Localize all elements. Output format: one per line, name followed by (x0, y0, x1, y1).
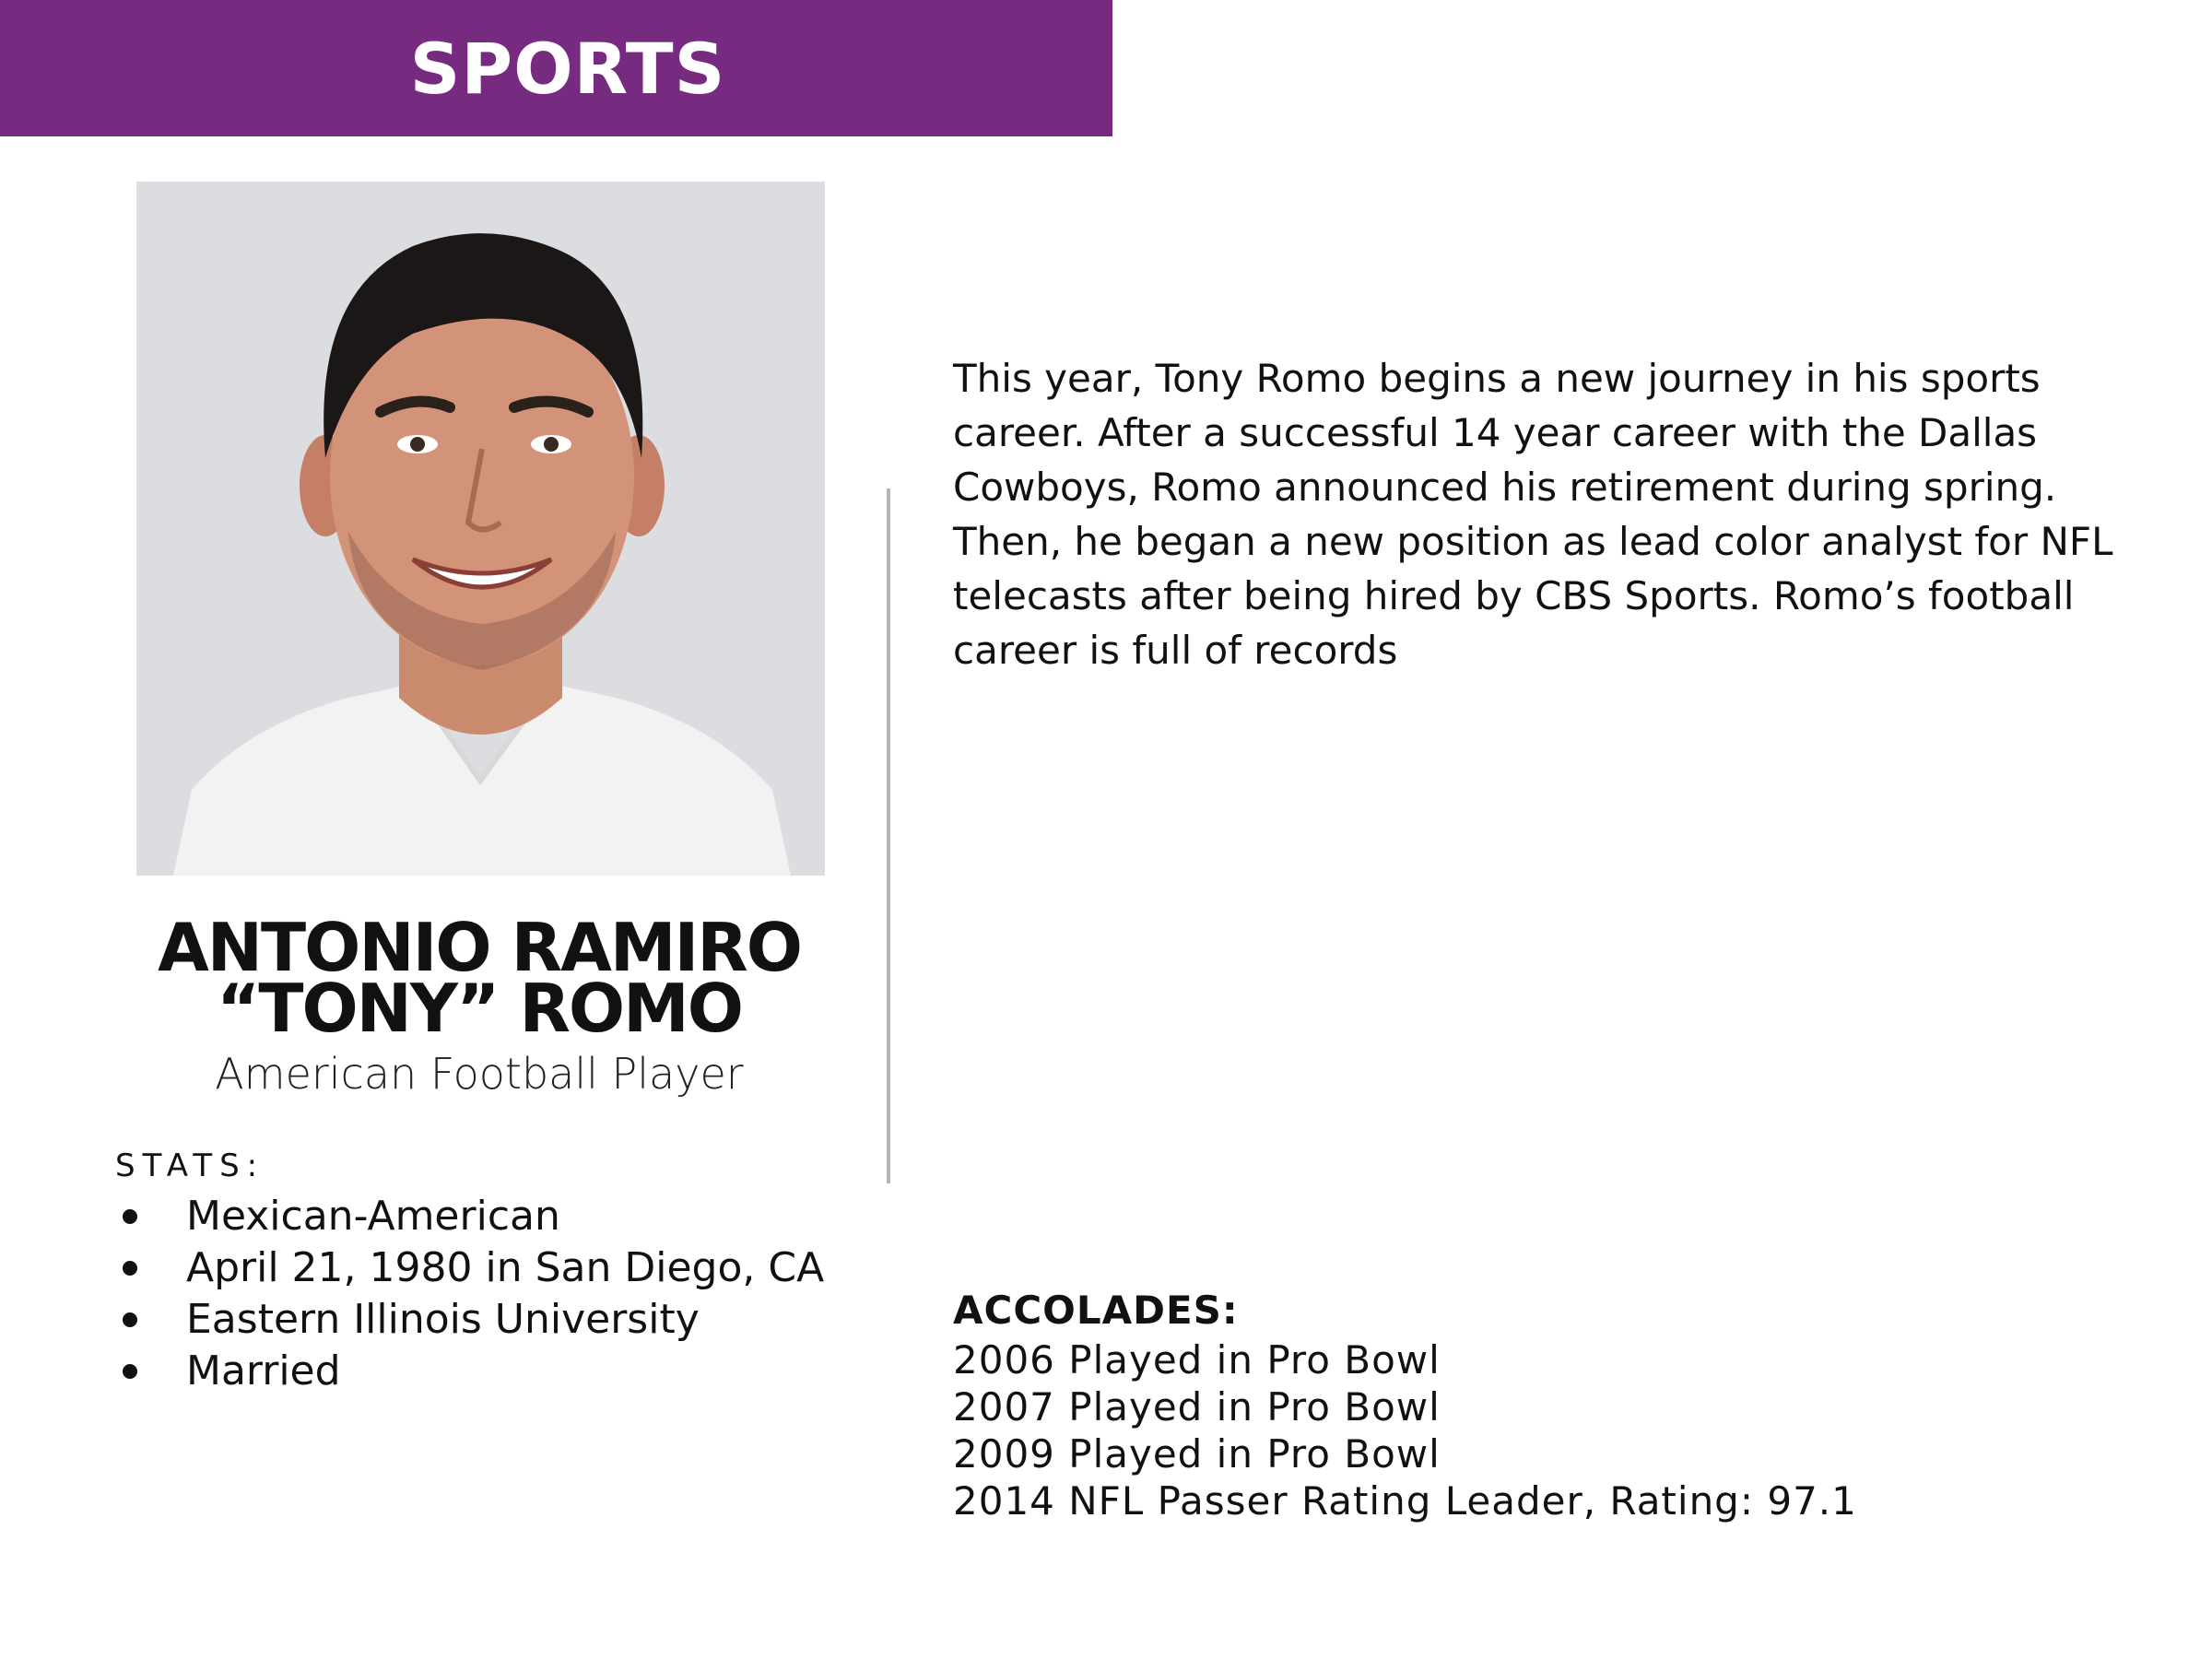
accolade-item: 2009 Played in Pro Bowl (953, 1431, 1441, 1477)
name-block (92, 909, 866, 1100)
accolade-item: 2007 Played in Pro Bowl (953, 1384, 1441, 1430)
banner-title: SPORTS (409, 27, 726, 110)
portrait-illustration (136, 182, 825, 876)
stats-item (115, 1242, 853, 1294)
player-name-line-2: “TONY” ROMO (217, 970, 742, 1047)
vertical-divider (887, 488, 890, 1183)
stats-item (115, 1346, 853, 1397)
bio-paragraph: This year, Tony Romo begins a new journey in his sports career. After a successful 14 year career with the Dallas Cowboys, Romo announced his retirement during spring. Then, he began a new position as lead color analyst for NFL telecasts after being hired by CBS Sports. Romo’s football career is full of records (953, 356, 2113, 673)
bullet-icon (123, 1261, 137, 1276)
stats-label: STATS: (115, 1147, 265, 1184)
stats-item-text: April 21, 1980 in San Diego, CA (186, 1244, 825, 1291)
bullet-icon (123, 1312, 137, 1327)
player-name-line-1: ANTONIO RAMIRO (158, 909, 801, 986)
accolade-item: 2006 Played in Pro Bowl (953, 1337, 1441, 1382)
stats-item-text: Eastern Illinois University (186, 1296, 700, 1343)
stats-item (115, 1294, 853, 1346)
stats-item (115, 1191, 853, 1242)
bullet-icon (123, 1209, 137, 1224)
player-occupation: American Football Player (215, 1049, 744, 1099)
accolades-list (953, 1336, 2151, 1524)
portrait-photo (136, 182, 825, 876)
stats-item-text: Married (186, 1347, 341, 1394)
stats-item-text: Mexican-American (186, 1193, 560, 1240)
stats-list (115, 1191, 853, 1397)
bullet-icon (123, 1364, 137, 1379)
accolade-item: 2014 NFL Passer Rating Leader, Rating: 97.1 (953, 1478, 1857, 1524)
accolades-title: ACCOLADES: (953, 1288, 1239, 1333)
